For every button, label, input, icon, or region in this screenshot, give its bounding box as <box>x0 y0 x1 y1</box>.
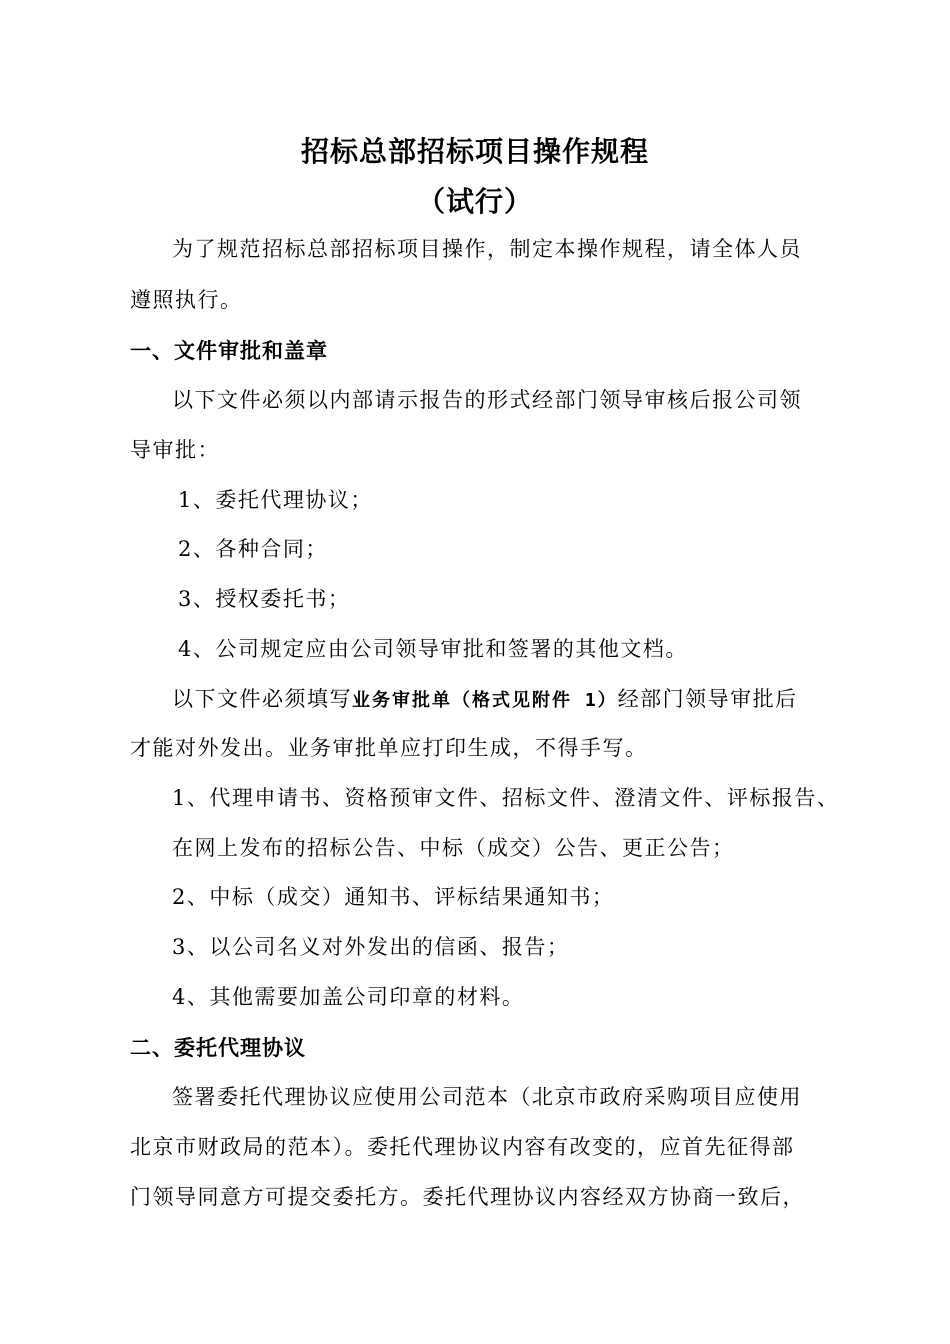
list-item-continuation: 在网上发布的招标公告、中标（成交）公告、更正公告； <box>172 836 735 860</box>
list-item: 3、授权委托书； <box>178 587 351 611</box>
list-item: 4、其他需要加盖公司印章的材料。 <box>172 985 525 1009</box>
section-2-heading: 二、委托代理协议 <box>130 1036 306 1060</box>
list-item: 4、公司规定应由公司领导审批和签署的其他文档。 <box>178 637 688 661</box>
section-2-line-3: 门领导同意方可提交委托方。委托代理协议内容经双方协商一致后， <box>130 1185 805 1209</box>
section-1-para-2-line-2: 才能对外发出。业务审批单应打印生成，不得手写。 <box>130 736 648 760</box>
document-subtitle: （试行） <box>416 185 533 218</box>
list-item: 2、中标（成交）通知书、评标结果通知书； <box>172 885 615 909</box>
list-item: 1、代理申请书、资格预审文件、招标文件、澄清文件、评标报告、 <box>172 786 840 810</box>
list-item: 2、各种合同； <box>178 537 328 561</box>
document-title: 招标总部招标项目操作规程 <box>300 135 649 168</box>
section-1-para-1-line-2: 导审批： <box>130 438 220 462</box>
section-1-heading: 一、文件审批和盖章 <box>130 339 328 363</box>
section-1-para-1-line-1: 以下文件必须以内部请示报告的形式经部门领导审核后报公司领 <box>172 388 802 412</box>
intro-line-1: 为了规范招标总部招标项目操作，制定本操作规程，请全体人员 <box>172 237 802 261</box>
list-item: 1、委托代理协议； <box>178 488 373 512</box>
section-1-para-2-line-1 <box>172 684 798 716</box>
list-item: 3、以公司名义对外发出的信函、报告； <box>172 935 570 959</box>
business-approval-form-reference: 业务审批单（格式见附件 1） <box>352 690 618 711</box>
para-2-text-before: 以下文件必须填写 <box>172 687 352 711</box>
intro-line-2: 遵照执行。 <box>130 288 243 312</box>
para-2-text-after: 经部门领导审批后 <box>617 687 798 711</box>
section-2-line-2: 北京市财政局的范本）。委托代理协议内容有改变的，应首先征得部 <box>130 1135 795 1159</box>
section-2-line-1: 签署委托代理协议应使用公司范本（北京市政府采购项目应使用 <box>172 1085 802 1109</box>
